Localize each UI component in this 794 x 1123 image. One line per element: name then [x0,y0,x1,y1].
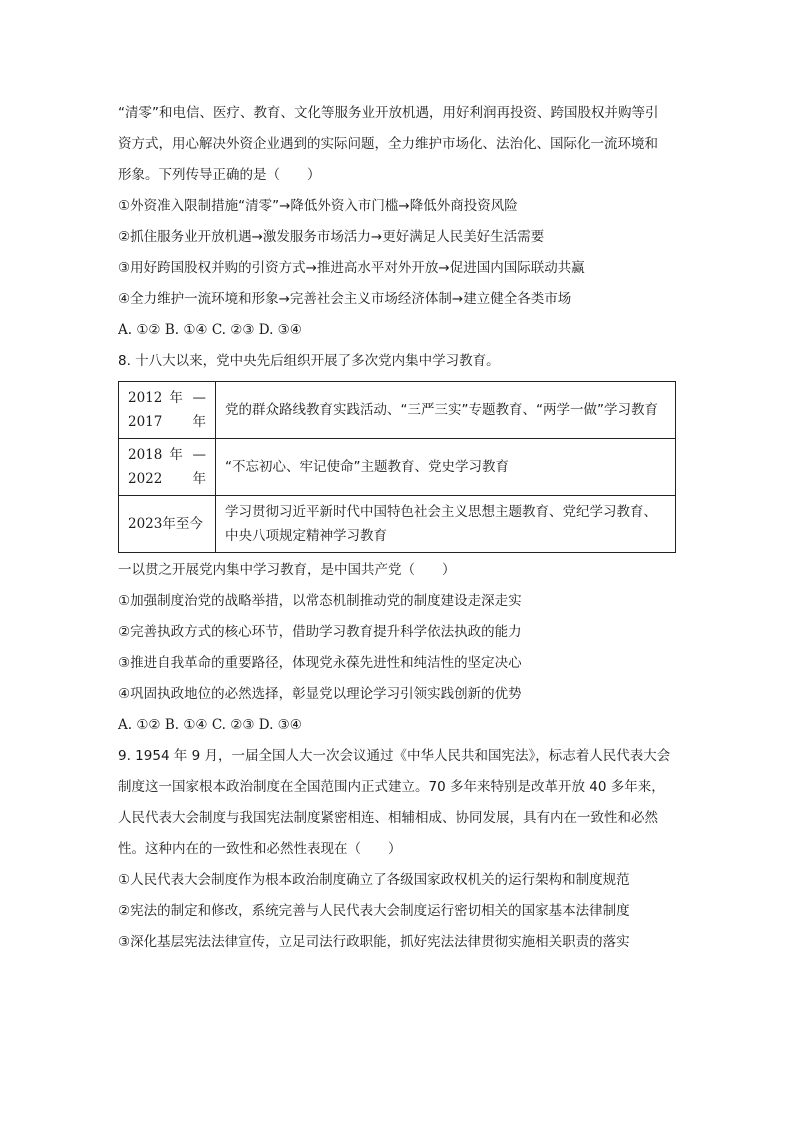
table-row [119,496,676,553]
q8-answer-options: A. ①② B. ①④ C. ②③ D. ③④ [118,717,302,733]
content-cell: “不忘初心、牢记使命”主题教育、党史学习教育 [216,439,676,496]
q9-stem-line: 9. 1954 年 9 月，一届全国人大一次会议通过《中华人民共和国宪法》，标志着人民代表大会 [118,748,671,764]
question-9 [118,741,678,958]
question-8 [118,346,678,741]
q9-stem-line: 制度这一国家根本政治制度在全国范围内正式建立。70 多年来特别是改革开放 40 多年来， [118,779,665,795]
question-7 [118,98,678,346]
q9-stem-line: 人民代表大会制度与我国宪法制度紧密相连、相辅相成、协同发展，具有内在一致性和必然 [118,810,658,826]
exam-content [118,98,678,958]
q7-answer-options: A. ①② B. ①④ C. ②③ D. ③④ [118,322,302,338]
q9-item-2: ②宪法的制定和修改，系统完善与人民代表大会制度运行密切相关的国家基本法律制度 [118,903,630,919]
q9-item-1: ①人民代表大会制度作为根本政治制度确立了各级国家政权机关的运行架构和制度规范 [118,872,630,888]
q8-stem: 8. 十八大以来，党中央先后组织开展了多次党内集中学习教育。 [118,353,500,369]
q7-item-2: ②抓住服务业开放机遇→激发服务市场活力→更好满足人民美好生活需要 [118,229,545,245]
q7-item-1: ①外资准入限制措施“清零”→降低外资入市门槛→降低外商投资风险 [118,198,518,214]
q7-item-4: ④全力维护一流环境和形象→完善社会主义市场经济体制→建立健全各类市场 [118,291,572,307]
q7-item-3: ③用好跨国股权并购的引资方式→推进高水平对外开放→促进国内国际联动共赢 [118,260,585,276]
q9-item-3: ③深化基层宪法法律宣传，立足司法行政职能，抓好宪法法律贯彻实施相关职责的落实 [118,934,630,950]
q9-stem-line: 性。这种内在的一致性和必然性表现在（ ） [118,841,402,857]
period-cell: 2018 年 — 2022年 [119,439,216,496]
period-cell: 2023年至今 [119,496,216,553]
q7-stem-line: 形象。下列传导正确的是（ ） [118,167,321,183]
q7-stem-line: 资方式，用心解决外资企业遇到的实际问题，全力维护市场化、法治化、国际化一流环境和 [118,136,658,152]
table-row [119,382,676,439]
q8-item-4: ④巩固执政地位的必然选择，彰显党以理论学习引领实践创新的优势 [118,686,522,702]
q8-item-2: ②完善执政方式的核心环节，借助学习教育提升科学依法执政的能力 [118,624,522,640]
q7-stem-line: “清零”和电信、医疗、教育、文化等服务业开放机遇，用好利润再投资、跨国股权并购等引 [118,105,659,121]
table-row [119,439,676,496]
content-cell: 学习贯彻习近平新时代中国特色社会主义思想主题教育、党纪学习教育、中央八项规定精神学习教育 [216,496,676,553]
q8-item-3: ③推进自我革命的重要路径，体现党永葆先进性和纯洁性的坚定决心 [118,655,522,671]
q8-question: 一以贯之开展党内集中学习教育，是中国共产党（ ） [118,562,456,578]
q8-item-1: ①加强制度治党的战略举措，以常态机制推动党的制度建设走深走实 [118,593,522,609]
content-cell: 党的群众路线教育实践活动、“三严三实”专题教育、“两学一做”学习教育 [216,382,676,439]
q8-table [118,381,676,553]
period-cell: 2012 年 — 2017年 [119,382,216,439]
